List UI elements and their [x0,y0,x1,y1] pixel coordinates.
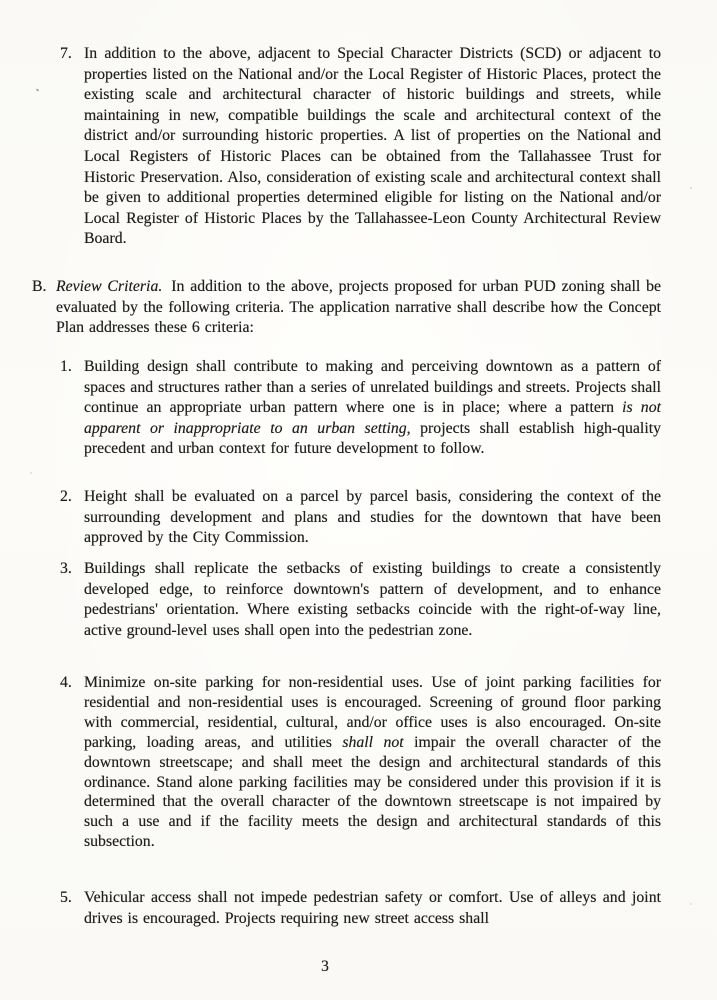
criterion-4-segment: impair the overall character of the downtown streetscape; and shall meet the design and architectural standards of this ordinance. Stand alone parking facilities may be considered under this provision if it is determined that the overall character of the downtown streetscape is not impaired by such a use and if the facility meets the design and architectural standards of this subsection. [84,733,661,851]
criterion-item-2 [60,487,661,549]
scan-speck [690,903,692,905]
criterion-1-segment: projects shall establish high-quality precedent and urban context for future development to follow. [84,419,661,458]
criterion-number: 2. [60,488,72,505]
criterion-item-5 [60,888,661,929]
criterion-5-segment: Vehicular access shall not impede pedestrian safety or comfort. Use of alleys and joint drives is encouraged. Projects requiring new street access shall [84,889,661,927]
criterion-item-4 [60,673,661,852]
criterion-5-text [84,888,661,929]
scan-speck [30,472,32,474]
section-b-title: Review Criteria. [56,278,163,295]
paragraph-7-text: In addition to the above, adjacent to Special Character Districts (SCD) or adjacent to properties listed on the National and/or the Local Register of Historic Places, protect the existing scale and architectural character of historic buildings and streets, while maintaining in new, compatible buildings the scale and architectural context of the district and/or surrounding historic properties. A list of properties on the National and Local Registers of Historic Places can be obtained from the Tallahassee Trust for Historic Preservation. Also, consideration of existing scale and architectural context shall be given to additional properties determined eligible for listing on the National and/or Local Register of Historic Places by the Tallahassee-Leon County Architectural Review Board. [84,45,661,248]
scan-speck [36,88,40,91]
criterion-number: 5. [60,889,72,906]
criterion-4-segment: Minimize on-site parking for non-residential uses. Use of joint parking facilities for residential and non-residential uses is encouraged. Screening of ground floor parking with commercial, residential, cultural, and/or office uses is also encouraged. On-site parking, loading areas, and utilities [84,674,661,751]
paragraph-number: 7. [60,45,72,62]
criterion-2-segment: Height shall be evaluated on a parcel by parcel basis, considering the context of the surrounding development and plans and studies for the downtown that have been approved by the City Commission. [84,488,661,547]
criterion-1-text [84,357,661,460]
section-b [32,277,661,339]
criterion-number: 1. [60,358,72,375]
criterion-1-segment: Building design shall contribute to making and perceiving downtown as a pattern of spaces and structures rather than a series of unrelated buildings and streets. Projects shall continue an appropriate urban pattern where one is in place; where a pattern [84,358,661,417]
criterion-1-italic-segment: is not apparent or inappropriate to an urban setting, [84,399,661,437]
criterion-item-1 [60,357,661,460]
criterion-number: 3. [60,560,72,577]
page-number: 3 [321,958,329,975]
criterion-4-italic-segment: shall not [342,733,404,751]
section-b-letter: B. [32,278,47,295]
section-b-body [56,277,661,339]
criterion-3-segment: Buildings shall replicate the setbacks of existing buildings to create a consistently developed edge, to reinforce downtown's pattern of development, and to enhance pedestrians' orientation. Where existing setbacks coincide with the right-of-way line, active ground-level uses shall open into the pedestrian zone. [84,560,661,639]
scan-speck [690,187,692,189]
criterion-3-text [84,559,661,641]
numbered-paragraph-7 [60,44,661,250]
criterion-4-text [84,673,661,852]
criterion-2-text [84,487,661,549]
criterion-number: 4. [60,674,72,691]
criterion-item-3 [60,559,661,641]
section-b-text: In addition to the above, projects proposed for urban PUD zoning shall be evaluated by the following criteria. The application narrative shall describe how the Concept Plan addresses these 6 criteria: [56,278,661,337]
